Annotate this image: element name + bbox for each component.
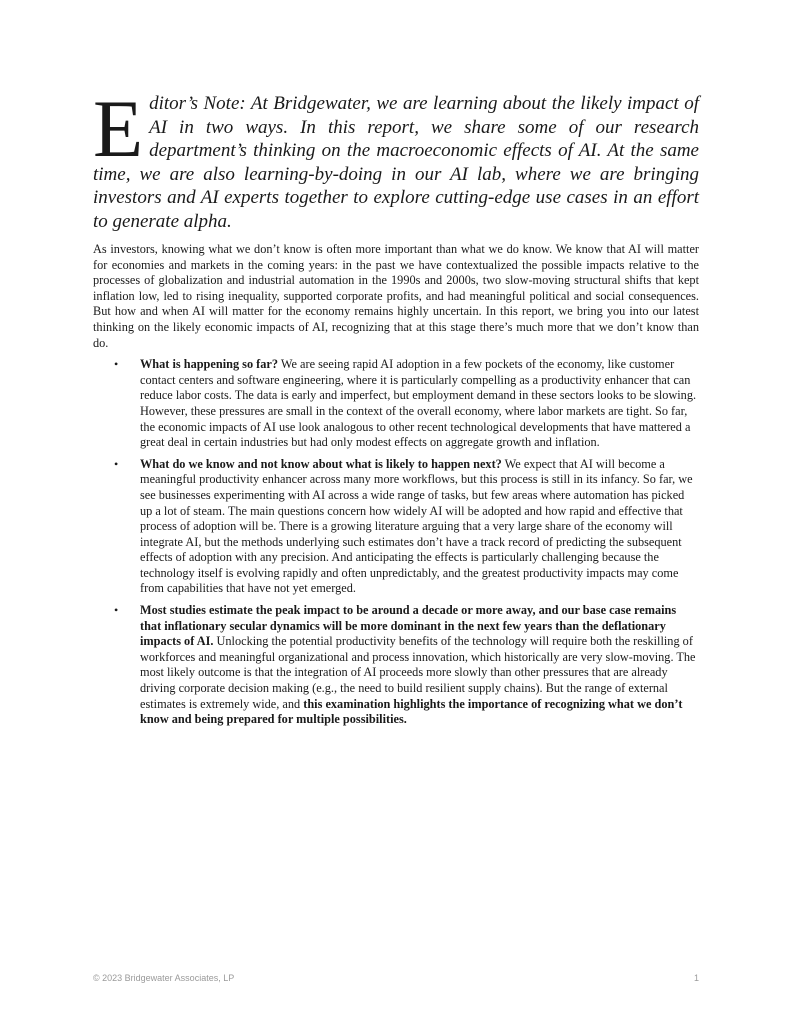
- page-number: 1: [693, 973, 699, 983]
- bullet-icon: •: [114, 603, 119, 618]
- bullet-heading: What is happening so far?: [140, 357, 279, 372]
- bullet-heading: What do we know and not know about what is likely to happen next?: [140, 456, 502, 471]
- copyright-notice: © 2023 Bridgewater Associates, LP: [93, 973, 235, 983]
- document-body: [93, 83, 699, 734]
- editors-note-text: ditor’s Note: At Bridgewater, we are learning about the likely impact of AI in two ways. In this report, we share some of our research department’s thinking on the macroeconomic effects of AI. At the same time, we are also learning-by-doing in our AI lab, where we are bringing investors and AI experts together to explore cutting-edge use cases in an effort to generate alpha.: [93, 93, 699, 232]
- editors-note: [93, 83, 699, 233]
- list-item: [93, 603, 699, 728]
- bullet-text: We are seeing rapid AI adoption in a few pockets of the economy, like customer contact centers and software engineering, where it is particularly compelling as a productivity enhancer that can reduce labor costs. The data is early and imperfect, but employment demand in these sectors looks to be slowing. However, these pressures are small in the context of the overall economy, where labor markets are tight. So far, the economic impacts of AI use look analogous to other recent technological developments that have mattered a great deal in certain industries but had only modest effects on aggregate growth and inflation.: [140, 357, 697, 450]
- bullet-text: Unlocking the potential productivity benefits of the technology will require both the reskilling of workforces and meaningful organizational and process innovation, which historically are very slow-moving. The most likely outcome is that the integration of AI proceeds more slowly than other pressures that are already driving corporate decision making (e.g., the need to build resilient supply chains). But the range of external estimates is extremely wide, and: [140, 634, 696, 711]
- bullet-closing-emphasis: this examination highlights the importance of recognizing what we don’t know and being prepared for multiple possibilities.: [140, 696, 683, 727]
- page-footer: [93, 973, 699, 983]
- bullet-icon: •: [114, 456, 119, 471]
- bullet-icon: •: [114, 357, 119, 372]
- bullet-heading: Most studies estimate the peak impact to be around a decade or more away, and our base case remains that inflationary secular dynamics will be more dominant in the next few years than the deflationary impacts of AI.: [140, 603, 677, 649]
- bullet-text: We expect that AI will become a meaningful productivity enhancer across many more workflows, but this process is still in its infancy. So far, we see businesses experimenting with AI across a wide range of tasks, but few areas where automation has picked up a lot of steam. The main questions concern how widely AI will be adopted and how rapid and effective that process of adoption will be. There is a growing literature arguing that a very large share of the economy will integrate AI, but the methods underlying such estimates don’t have a track record of predicting the subsequent effects of adoption with any precision. And anticipating the effects is particularly challenging because the technology itself is evolving rapidly and often unpredictably, and the greatest productivity impacts may come from capabilities that have not yet emerged.: [140, 456, 693, 596]
- list-item: [93, 457, 699, 597]
- list-item: [93, 357, 699, 451]
- intro-paragraph: As investors, knowing what we don’t know is often more important than what we do know. We know that AI will matter for economies and markets in the coming years: in the past we have contextualized the possible impacts relative to the processes of globalization and industrial automation in the 1990s and 2000s, two slow-moving structural shifts that kept inflation low, led to rising inequality, supported corporate profits, and had meaningful political and social consequences. But how and when AI will matter for the economy remains highly uncertain. In this report, we bring you into our latest thinking on the likely economic impacts of AI, recognizing that at this stage there’s much more that we don’t know than do.: [93, 242, 699, 350]
- drop-cap: E: [93, 83, 144, 174]
- key-points-list: [93, 357, 699, 728]
